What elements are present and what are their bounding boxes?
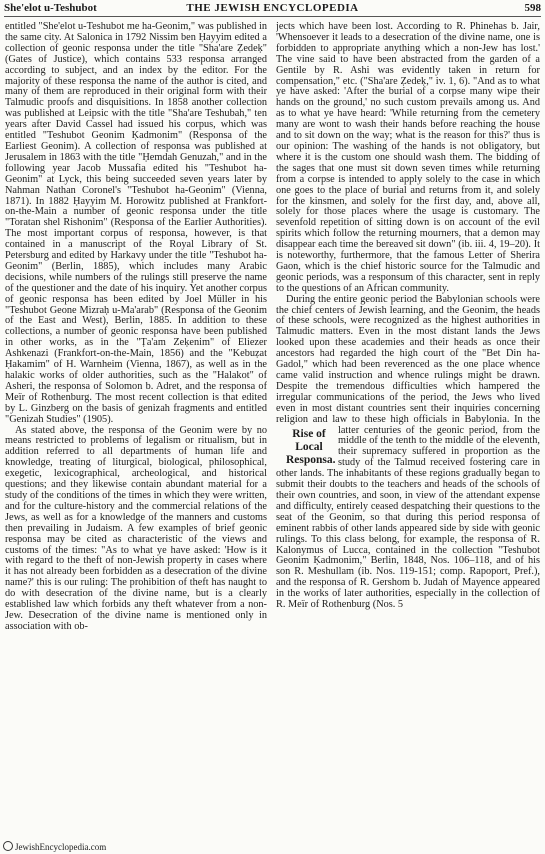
paragraph: entitled "She'elot u-Teshubot me ha-Geonim," was published in the same city. At Salonica in 1792 Nissim ben Ḥayyim edited a collection of geonic responsa under the title "Sha'are Ẓedeḳ" (Gates of Justice), which contains 533 responsa arranged according to subject, and an index by the editor. For the majority of these responsa the name of the author is cited, and many of them are reproduced in their original form with their Talmudic proofs and disquisitions. In 1858 another collection was published at Leipsic with the title "Sha'are Teshubah," ten years after David Cassel had issued his corpus, which was entitled "Teshubot Geonim Ḳadmonim" (Responsa of the Earliest Geonim). A collection of responsa was published at Jerusalem in 1863 with the title "Ḥemdah Genuzah," and in the following year Jacob Mussafia edited his "Teshubot ha-Geonim" at Lyck, this being succeeded seven years later by Nahman Nathan Coronel's "Teshubot ha-Geonim" (Vienna, 1871). In 1882 Ḥayyim M. Horowitz published at Frankfort-on-the-Main a number of geonic responsa under the title "Toratan shel Rishonim" (Responsa of the Earlier Authorities). The most important corpus of responsa, however, is that contained in a manuscript of the Royal Library of St. Petersburg and edited by Harkavy under the title "Teshubot ha-Geonim" (Berlin, 1885), which includes many Arabic decisions, while numbers of the rulings still preserve the name of the questioner and the date of his inquiry. Yet another corpus of geonic responsa has been edited by Joel Müller in his "Teshubot Geone Mizraḥ u-Ma'arab" (Responsa of the Geonim of the East and West), Berlin, 1885. In addition to these collections, a number of geonic responsa have been published in other works, as in the "Ṭa'am Zeḳenim" of Eliezer Ashkenazi (Frankfort-on-the-Main, 1856) and the "Kebuẓat Ḥakamim" of H. Warnheim (Vienna, 1867), as well as in the halakic works of older authorities, such as the "Halakot" of Asheri, the responsa of Solomon b. Adret, and the responsa of Meïr of Rothenburg. The most recent collection is that edited by L. Ginzberg on the basis of genizah fragments and entitled "Genizah Studies" (1905). [5,22,267,425]
footer-credit[interactable] [3,841,106,852]
paragraph-text: During the entire geonic period the Babylonian schools were the chief centers of Jewish learning, and the Geonim, the heads of these schools, were recognized as the highest authorities in Talmudic matters. Even in the most distant lands the Jews looked upon these academies and their heads as once their ancestors had regarded the high court of the "Bet Din ha-Gadol," which had been reverenced as the one place whence came valid instruction and whence rulings might be drawn. Despite the tremendous difficulties which hampered the irregular communications of the period, the Jews who lived even in most distant countries sent their inquiries concerning religion and law to these high officials in Babylonia. [276,293,540,425]
side-heading [276,427,336,467]
running-head-left: She'elot u-Teshubot [4,2,97,14]
footer-link[interactable]: JewishEncyclopedia.com [15,842,107,852]
page-number: 598 [524,2,541,14]
left-column [5,22,267,840]
right-column [276,22,540,834]
side-heading-line: Responsa. [286,453,336,466]
side-heading-line: Rise of [292,427,326,440]
paragraph: jects which have been lost. According to R. Phinehas b. Jair, 'Whensoever it leads to a desecration of the divine name, one is forbidden to appropriate anything which a non-Jew has lost.' The vine said to have been abstracted from the garden of a Gentile by R. Ashi was evidently taken in return for compensation," etc. ("Sha'are Ẓedeḳ," iv. 1, 6). "And as to what ye have asked: 'After the burial of a corpse many wipe their hands on the ground,' no such custom prevails among us. And as to what ye have heard: 'While returning from the cemetery many are wont to wash their hands before reaching the house and to sit down on the way; what is the reason for this?' thus is our opinion: The washing of the hands is not obligatory, but where it is the custom one should wash them. The bidding of the sages that one must sit down seven times while returning from a corpse is intended to apply solely to the case in which one goes to the place of burial and returns from it, and solely for the kinsmen, and solely for the first day, and, above all, solely for those places where the usage is customary. The sevenfold repetition of sitting down is on account of the evil spirits which follow the returning mourners, that a demon may disappear each time the bereaved sit down" (ib. iii. 4, 19–20). It is noteworthy, furthermore, that the famous Letter of Sherira Gaon, which is the chief historic source for the Talmudic and geonic periods, was a responsum of this character, sent in reply to the questions of an African community. [276,22,540,294]
side-heading-line: Local [295,440,323,453]
paragraph-text: In the latter centuries of the geonic period, from the middle of the tenth to the middle of the eleventh, their supremacy suffered in proportion as the study of the Talmud received fostering care in other lands. The inhabitants of these regions gradually began to submit their doubts to the teachers and heads of the schools of their own countries, and soon, in view of the attendant expense and difficulty, entirely ceased despatching their questions to the seat of the Geonim, so that during this period responsa of eminent rabbis of other lands appeared side by side with geonic rulings. To this class belong, for example, the responsa of R. Kalonymus of Lucca, contained in the collection "Teshubot Geonim Ḳadmonim," Berlin, 1848, Nos. 106–118, and of his son R. Meshullam (ib. Nos. 119-151; comp. Rapoport, Pref.), and the responsa of R. Gershom b. Judah of Mayence appeared in the works of later authorities, especially in the collection of R. Meïr of Rothenburg (Nos. 5 [276,413,540,611]
page-header [4,0,541,17]
copyright-icon [3,841,13,851]
paragraph [276,295,540,611]
paragraph: As stated above, the responsa of the Geonim were by no means restricted to problems of legalism or ritualism, but in addition referred to all departments of human life and knowledge, treating of liturgical, biological, philosophical, exegetic, lexicographical, archeological, and historical questions; and they likewise contain abundant material for a study of the conditions of the times in which they were written, and for the culture-history and the commercial relations of the Jews, as well as for a knowledge of the manners and customs then prevailing in Judaism. A few examples of brief geonic responsa may be cited as characteristic of the views and customs of the times: "As to what ye have asked: 'How is it with regard to the theft of non-Jewish property in cases where it has not already been forbidden as a desecration of the divine name?' this is our ruling: The prohibition of theft has naught to do with desecration of the divine name, but is a clearly established law which forbids any theft whatever from a non-Jew. Desecration of the divine name is mentioned only in association with ob- [5,424,267,632]
running-head-title: THE JEWISH ENCYCLOPEDIA [186,2,359,14]
